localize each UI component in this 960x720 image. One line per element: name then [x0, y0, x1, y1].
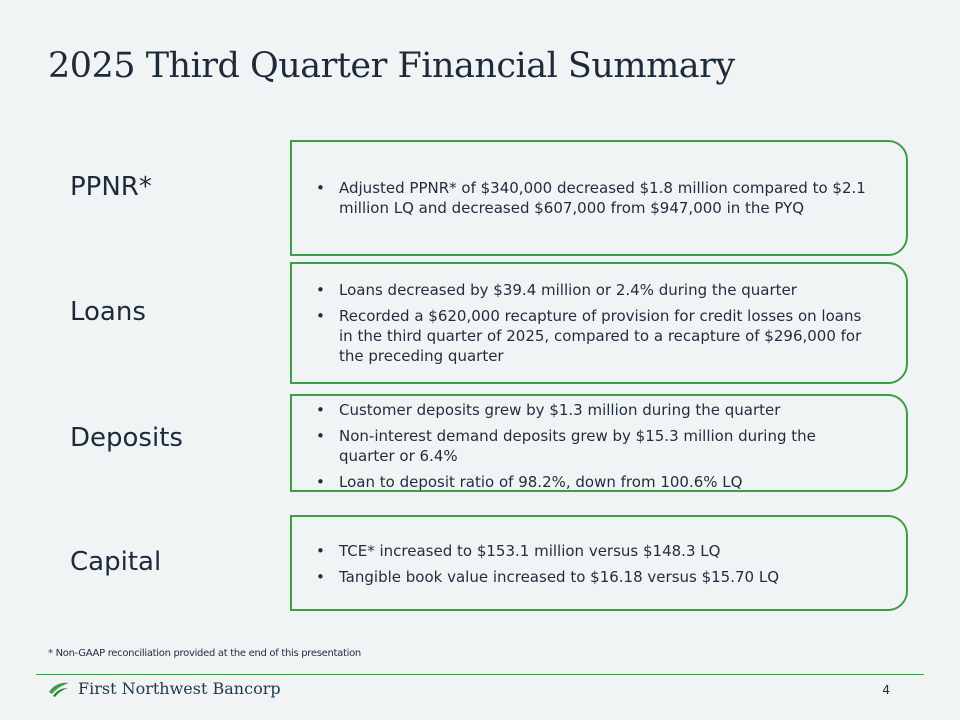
list-item: • TCE* increased to $153.1 million versus $148.3 LQ — [316, 542, 721, 560]
list-item: • Loan to deposit ratio of 98.2%, down from 100.6% LQ — [316, 473, 743, 491]
bullet-icon: • — [316, 401, 325, 419]
loans-box — [290, 262, 908, 384]
bullet-icon: • — [316, 179, 325, 197]
page-title: 2025 Third Quarter Financial Summary — [48, 46, 735, 86]
bullet-icon: • — [316, 542, 325, 560]
list-item: • Non-interest demand deposits grew by $15.3 million during the quarter or 6.4% — [316, 427, 816, 465]
bullet-icon: • — [316, 568, 325, 586]
list-item: • Loans decreased by $39.4 million or 2.4% during the quarter — [316, 281, 797, 299]
footnote: * Non-GAAP reconciliation provided at the end of this presentation — [48, 648, 361, 659]
ppnr-box — [290, 140, 908, 256]
list-item: • Tangible book value increased to $16.18 versus $15.70 LQ — [316, 568, 780, 586]
bullet-icon: • — [316, 307, 325, 325]
leaf-logo-icon — [48, 680, 70, 698]
bullet-icon: • — [316, 281, 325, 299]
list-item: • Adjusted PPNR* of $340,000 decreased $1.8 million compared to $2.1 million LQ and decreased $607,000 from $947,000 in the PYQ — [316, 179, 866, 217]
deposits-box — [290, 394, 908, 492]
capital-box — [290, 515, 908, 611]
section-label-capital: Capital — [70, 547, 162, 577]
bullet-icon: • — [316, 473, 325, 491]
list-item: • Recorded a $620,000 recapture of provision for credit losses on loans in the third quarter of 2025, compared to a recapture of $296,000 for the preceding quarter — [316, 307, 862, 365]
section-label-deposits: Deposits — [70, 423, 183, 453]
logo-text: First Northwest Bancorp — [78, 679, 281, 698]
bullet-icon: • — [316, 427, 325, 445]
page-number: 4 — [882, 683, 890, 697]
list-item: • Customer deposits grew by $1.3 million during the quarter — [316, 401, 781, 419]
footer-divider — [36, 674, 924, 675]
section-label-loans: Loans — [70, 297, 146, 327]
company-logo — [48, 679, 281, 698]
section-label-ppnr: PPNR* — [70, 172, 152, 202]
